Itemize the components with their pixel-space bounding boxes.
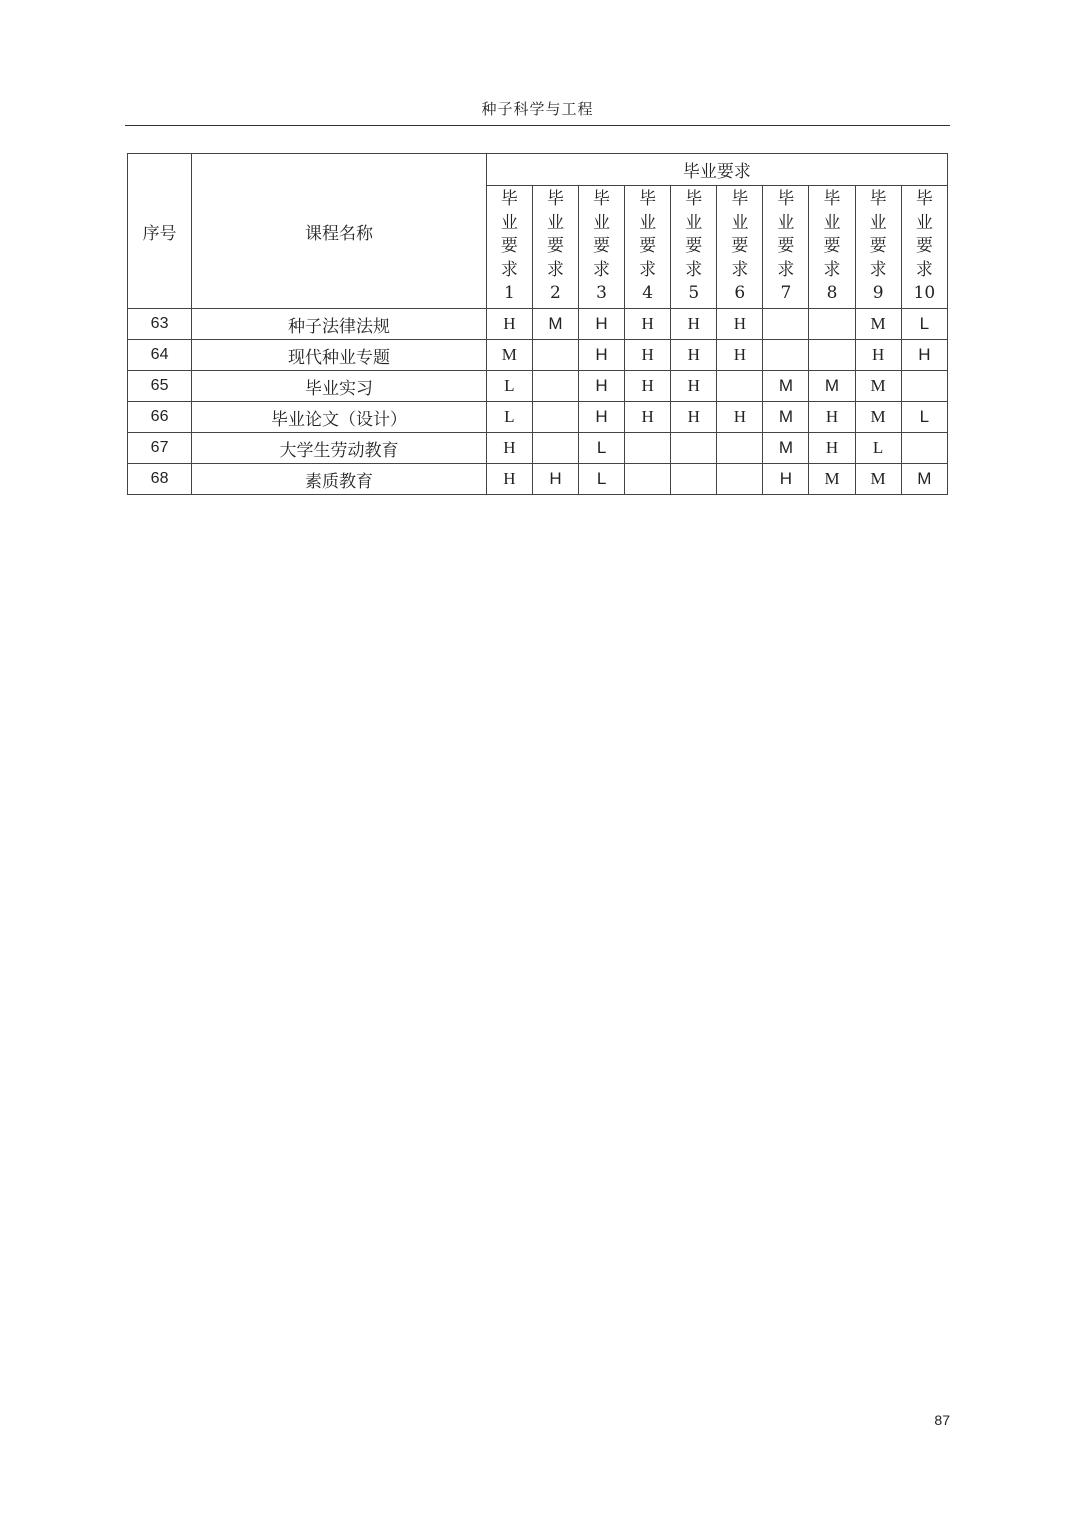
requirement-mark-9: M	[855, 371, 901, 402]
requirement-header-char: 毕	[500, 189, 518, 210]
requirement-mark-5: H	[671, 309, 717, 340]
requirement-header-char: 求	[731, 259, 749, 280]
requirement-header-char: 求	[639, 259, 657, 280]
requirement-header-char: 求	[777, 259, 795, 280]
requirement-header-char: 4	[642, 283, 654, 304]
row-index: 66	[128, 402, 192, 433]
requirement-header-6	[717, 186, 763, 309]
requirement-header-char: 7	[780, 283, 792, 304]
requirement-header-char: 业	[546, 212, 564, 233]
requirement-mark-2	[532, 433, 578, 464]
table-row	[128, 402, 948, 433]
requirement-header-char: 毕	[731, 189, 749, 210]
requirement-header-char: 毕	[639, 189, 657, 210]
requirement-header-char: 要	[639, 236, 657, 257]
requirement-header-9	[855, 186, 901, 309]
requirement-mark-6	[717, 433, 763, 464]
requirement-mark-10: L	[901, 402, 947, 433]
requirement-mark-9: H	[855, 340, 901, 371]
requirement-mark-4	[625, 433, 671, 464]
requirement-header-char: 业	[915, 212, 933, 233]
requirement-mark-4: H	[625, 402, 671, 433]
row-index: 65	[128, 371, 192, 402]
requirement-mark-3: H	[579, 402, 625, 433]
requirement-header-char: 3	[596, 283, 607, 304]
requirement-header-char: 求	[546, 259, 564, 280]
requirement-mark-6	[717, 371, 763, 402]
running-header-title: 种子科学与工程	[481, 100, 594, 118]
requirement-mark-4: H	[625, 340, 671, 371]
requirement-mark-5	[671, 464, 717, 495]
requirement-header-char: 业	[639, 212, 657, 233]
requirement-header-char: 要	[869, 236, 887, 257]
requirement-header-char: 求	[593, 259, 611, 280]
requirement-mark-1: H	[486, 464, 532, 495]
requirement-mark-8	[809, 309, 855, 340]
requirement-header-char: 业	[731, 212, 749, 233]
requirement-header-char: 毕	[593, 189, 611, 210]
course-name: 毕业实习	[192, 371, 487, 402]
requirement-header-8	[809, 186, 855, 309]
requirement-header-char: 求	[500, 259, 518, 280]
requirement-header-char: 毕	[685, 189, 703, 210]
requirement-mark-7: H	[763, 464, 809, 495]
requirement-header-char: 毕	[869, 189, 887, 210]
table-header	[128, 154, 948, 309]
requirement-header-char: 业	[777, 212, 795, 233]
requirement-header-char: 10	[913, 283, 936, 304]
page-number: 87	[934, 1412, 950, 1428]
requirement-header-char: 业	[593, 212, 611, 233]
requirement-header-char: 毕	[546, 189, 564, 210]
requirement-header-char: 业	[500, 212, 518, 233]
requirement-mark-1: H	[486, 433, 532, 464]
requirement-mark-7	[763, 309, 809, 340]
requirement-mark-7: M	[763, 402, 809, 433]
requirement-mark-2: M	[532, 309, 578, 340]
requirement-mark-6: H	[717, 340, 763, 371]
requirement-mark-2: H	[532, 464, 578, 495]
requirement-mark-7: M	[763, 433, 809, 464]
row-index: 63	[128, 309, 192, 340]
column-header-index: 序号	[128, 154, 192, 309]
requirement-header-char: 业	[869, 212, 887, 233]
requirement-mark-5	[671, 433, 717, 464]
requirement-header-1	[486, 186, 532, 309]
requirement-mark-3: H	[579, 340, 625, 371]
requirement-mark-4: H	[625, 309, 671, 340]
requirement-header-char: 要	[915, 236, 933, 257]
requirement-mark-10: L	[901, 309, 947, 340]
requirement-header-2	[532, 186, 578, 309]
requirement-header-char: 要	[731, 236, 749, 257]
requirement-mark-5: H	[671, 371, 717, 402]
requirement-mark-8: M	[809, 371, 855, 402]
requirement-mark-5: H	[671, 402, 717, 433]
table-row	[128, 309, 948, 340]
row-index: 64	[128, 340, 192, 371]
course-name: 现代种业专题	[192, 340, 487, 371]
requirement-mark-9: M	[855, 464, 901, 495]
requirement-header-char: 8	[826, 283, 838, 304]
row-index: 67	[128, 433, 192, 464]
requirement-header-10	[901, 186, 947, 309]
requirement-mark-9: M	[855, 309, 901, 340]
requirement-mark-1: M	[486, 340, 532, 371]
requirement-mark-3: H	[579, 371, 625, 402]
requirement-header-char: 要	[823, 236, 841, 257]
requirement-mark-3: L	[579, 464, 625, 495]
requirement-header-char: 毕	[823, 189, 841, 210]
requirement-mark-10: H	[901, 340, 947, 371]
course-name: 毕业论文（设计）	[192, 402, 487, 433]
requirement-header-char: 2	[550, 283, 561, 304]
requirement-mark-1: L	[486, 371, 532, 402]
requirement-mark-1: H	[486, 309, 532, 340]
requirement-mark-3: L	[579, 433, 625, 464]
row-index: 68	[128, 464, 192, 495]
requirement-header-char: 求	[915, 259, 933, 280]
requirement-header-char: 业	[685, 212, 703, 233]
requirement-mark-7: M	[763, 371, 809, 402]
requirement-header-char: 求	[869, 259, 887, 280]
requirement-header-5	[671, 186, 717, 309]
requirement-header-char: 毕	[777, 189, 795, 210]
table-row	[128, 371, 948, 402]
requirement-mark-4	[625, 464, 671, 495]
requirement-header-char: 毕	[915, 189, 933, 210]
course-name: 种子法律法规	[192, 309, 487, 340]
course-name: 素质教育	[192, 464, 487, 495]
requirement-mark-10	[901, 371, 947, 402]
requirement-mark-7	[763, 340, 809, 371]
requirement-mark-2	[532, 371, 578, 402]
requirement-mark-6: H	[717, 309, 763, 340]
table-row	[128, 464, 948, 495]
requirement-mark-2	[532, 402, 578, 433]
requirement-mark-1: L	[486, 402, 532, 433]
requirement-header-char: 6	[734, 283, 746, 304]
requirement-header-char: 要	[500, 236, 518, 257]
requirement-mark-8	[809, 340, 855, 371]
requirement-header-char: 要	[593, 236, 611, 257]
requirement-mark-5: H	[671, 340, 717, 371]
requirement-mark-9: L	[855, 433, 901, 464]
column-header-course: 课程名称	[192, 154, 487, 309]
requirement-mark-8: M	[809, 464, 855, 495]
requirement-header-char: 9	[872, 283, 884, 304]
table-row	[128, 433, 948, 464]
header-rule	[125, 125, 950, 126]
requirement-header-4	[625, 186, 671, 309]
column-group-requirements: 毕业要求	[486, 154, 947, 186]
requirement-header-3	[579, 186, 625, 309]
requirement-header-char: 要	[777, 236, 795, 257]
requirement-mark-2	[532, 340, 578, 371]
requirement-header-char: 求	[823, 259, 841, 280]
requirement-mark-10	[901, 433, 947, 464]
requirement-mark-6: H	[717, 402, 763, 433]
requirement-mark-10: M	[901, 464, 947, 495]
table-row	[128, 340, 948, 371]
course-name: 大学生劳动教育	[192, 433, 487, 464]
requirement-mark-6	[717, 464, 763, 495]
requirement-header-char: 1	[503, 283, 515, 304]
requirement-mark-8: H	[809, 433, 855, 464]
requirement-header-char: 要	[685, 236, 703, 257]
course-requirement-matrix	[127, 153, 948, 495]
requirement-mark-4: H	[625, 371, 671, 402]
requirement-header-char: 要	[546, 236, 564, 257]
table-body	[128, 309, 948, 495]
requirement-header-char: 求	[685, 259, 703, 280]
requirement-mark-8: H	[809, 402, 855, 433]
requirement-header-char: 业	[823, 212, 841, 233]
requirement-mark-3: H	[579, 309, 625, 340]
requirement-header-char: 5	[688, 283, 700, 304]
requirement-mark-9: M	[855, 402, 901, 433]
requirement-header-7	[763, 186, 809, 309]
